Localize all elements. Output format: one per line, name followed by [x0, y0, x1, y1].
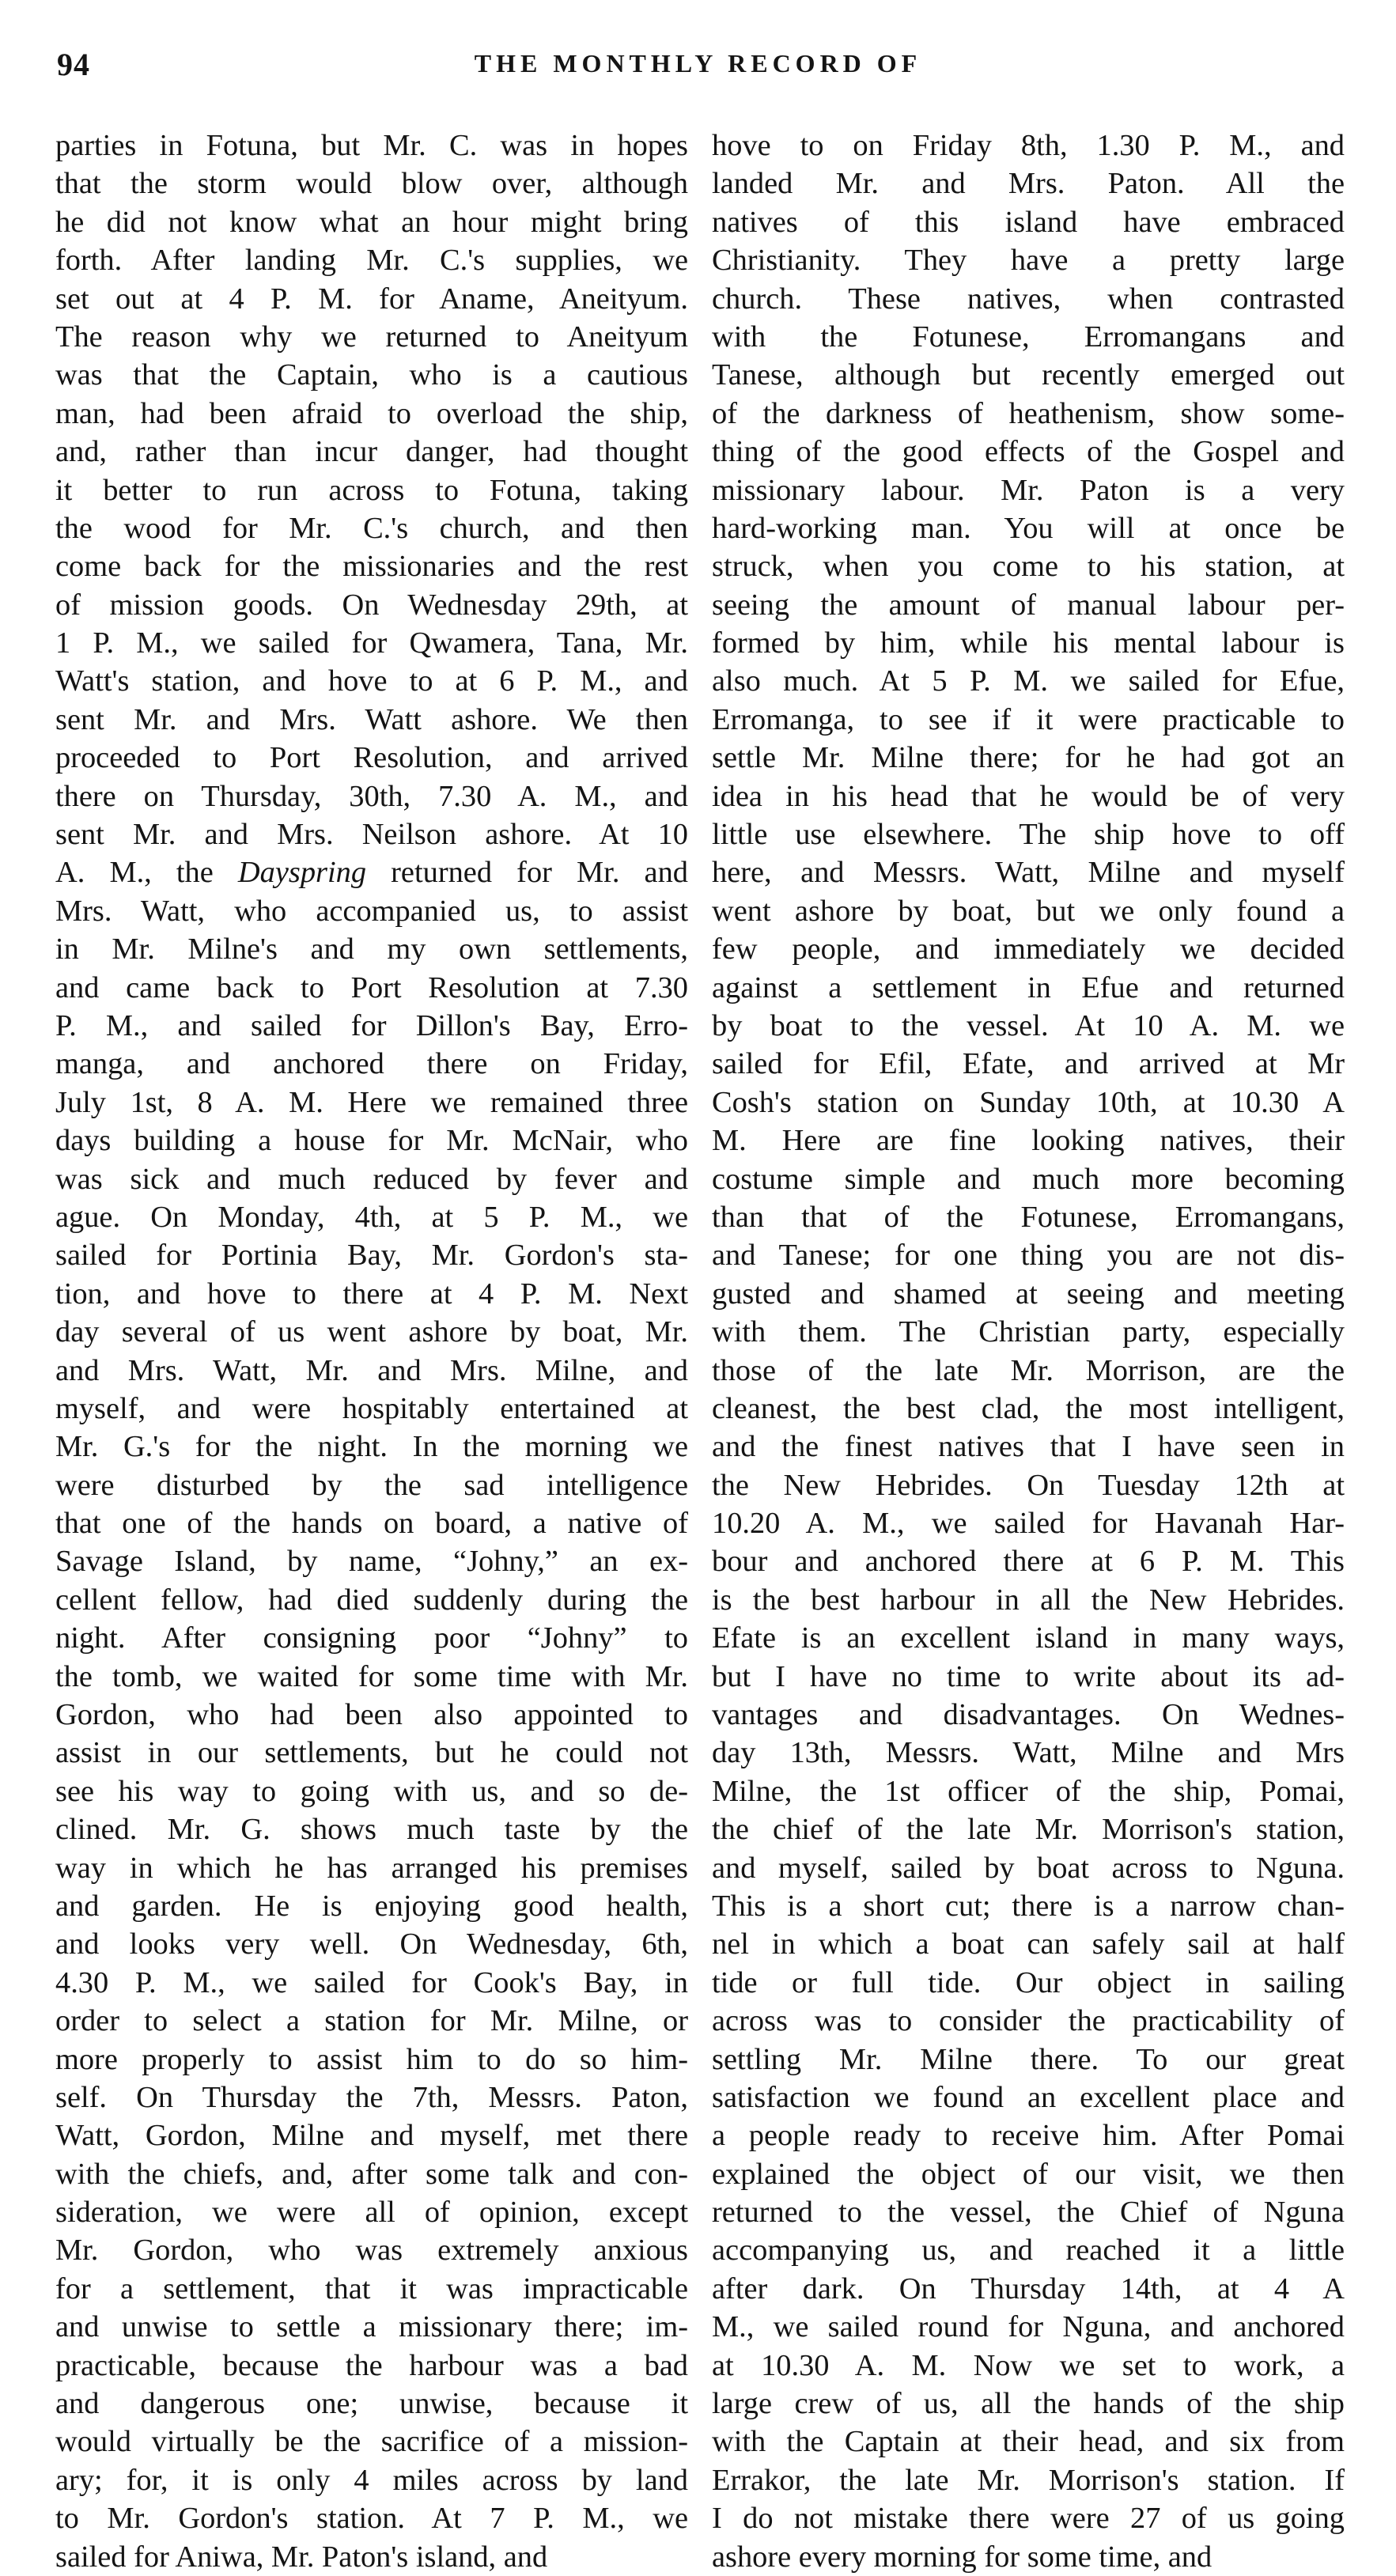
- text-line: and dangerous one; unwise, because it: [55, 2387, 688, 2421]
- text-line: proceeded to Port Resolution, and arrived: [55, 741, 688, 775]
- text-line: hove to on Friday 8th, 1.30 P. M., and: [712, 129, 1345, 162]
- text-line: tion, and hove to there at 4 P. M. Next: [55, 1277, 688, 1311]
- text-line: struck, when you come to his station, at: [712, 550, 1345, 584]
- text-line: M., we sailed round for Nguna, and anchored: [712, 2310, 1345, 2344]
- text-line: and unwise to settle a missionary there; im-: [55, 2310, 688, 2344]
- text-line: after dark. On Thursday 14th, at 4 A: [712, 2271, 1345, 2306]
- text-line: sent Mr. and Mrs. Neilson ashore. At 10: [55, 818, 688, 852]
- text-line: Savage Island, by name, “Johny,” an ex-: [55, 1545, 688, 1579]
- text-line: also much. At 5 P. M. we sailed for Efue,: [712, 664, 1345, 698]
- text-line: returned to the vessel, the Chief of Nguna: [712, 2196, 1345, 2230]
- text-line: settling Mr. Milne there. To our great: [712, 2042, 1345, 2076]
- text-line: few people, and immediately we decided: [712, 932, 1345, 966]
- text-line: there on Thursday, 30th, 7.30 A. M., and: [55, 779, 688, 813]
- text-line: manga, and anchored there on Friday,: [55, 1047, 688, 1081]
- text-line: were disturbed by the sad intelligence: [55, 1468, 688, 1502]
- text-line: tide or full tide. Our object in sailing: [712, 1965, 1345, 1999]
- text-line: Mr. Gordon, who was extremely anxious: [55, 2234, 688, 2268]
- text-line: sideration, we were all of opinion, except: [55, 2196, 688, 2230]
- text-line: order to select a station for Mr. Milne, or: [55, 2004, 688, 2038]
- text-line: A. M., the Dayspring returned for Mr. and: [55, 856, 688, 890]
- text-line: ague. On Monday, 4th, at 5 P. M., we: [55, 1200, 688, 1234]
- text-line: Watt, Gordon, Milne and myself, met there: [55, 2119, 688, 2153]
- text-line: here, and Messrs. Watt, Milne and myself: [712, 856, 1345, 890]
- text-line: and myself, sailed by boat across to Nguna.: [712, 1851, 1345, 1885]
- text-line: day several of us went ashore by boat, Mr.: [55, 1315, 688, 1349]
- text-line: way in which he has arranged his premises: [55, 1851, 688, 1885]
- text-line: formed by him, while his mental labour is: [712, 626, 1345, 660]
- text-line: Mr. G.'s for the night. In the morning we: [55, 1430, 688, 1464]
- text-line: settle Mr. Milne there; for he had got an: [712, 741, 1345, 775]
- text-line: accompanying us, and reached it a little: [712, 2234, 1345, 2268]
- text-line: The reason why we returned to Aneityum: [55, 320, 688, 354]
- text-line: Erromanga, to see if it were practicable to: [712, 702, 1345, 736]
- text-line: 10.20 A. M., we sailed for Havanah Har-: [712, 1507, 1345, 1541]
- text-line: bour and anchored there at 6 P. M. This: [712, 1545, 1345, 1579]
- text-line: and garden. He is enjoying good health,: [55, 1889, 688, 1923]
- text-line: Cosh's station on Sunday 10th, at 10.30 A: [712, 1085, 1345, 1119]
- text-line: Efate is an excellent island in many ways,: [712, 1621, 1345, 1655]
- text-line: parties in Fotuna, but Mr. C. was in hopes: [55, 129, 688, 162]
- text-line: Mrs. Watt, who accompanied us, to assist: [55, 894, 688, 928]
- text-line: was that the Captain, who is a cautious: [55, 358, 688, 392]
- text-line: self. On Thursday the 7th, Messrs. Paton,: [55, 2080, 688, 2114]
- text-line: with the Fotunese, Erromangans and: [712, 320, 1345, 354]
- text-line: and the finest natives that I have seen in: [712, 1430, 1345, 1464]
- text-line: would virtually be the sacrifice of a mission-: [55, 2425, 688, 2459]
- text-line: the chief of the late Mr. Morrison's station,: [712, 1813, 1345, 1847]
- text-line: large crew of us, all the hands of the ship: [712, 2387, 1345, 2421]
- text-line: that one of the hands on board, a native of: [55, 1507, 688, 1541]
- text-line: Milne, the 1st officer of the ship, Pomai,: [712, 1774, 1345, 1808]
- text-line: and looks very well. On Wednesday, 6th,: [55, 1927, 688, 1961]
- text-line: explained the object of our visit, we then: [712, 2157, 1345, 2191]
- text-line: and, rather than incur danger, had thought: [55, 435, 688, 469]
- text-line: thing of the good effects of the Gospel and: [712, 435, 1345, 469]
- text-line: M. Here are fine looking natives, their: [712, 1124, 1345, 1158]
- text-line: was sick and much reduced by fever and: [55, 1162, 688, 1196]
- text-line: satisfaction we found an excellent place and: [712, 2080, 1345, 2114]
- text-line: for a settlement, that it was impracticable: [55, 2271, 688, 2306]
- text-line: man, had been afraid to overload the ship,: [55, 396, 688, 430]
- text-line: Christianity. They have a pretty large: [712, 244, 1345, 278]
- text-line: Tanese, although but recently emerged out: [712, 358, 1345, 392]
- text-line: sailed for Portinia Bay, Mr. Gordon's sta-: [55, 1239, 688, 1273]
- text-line: and Mrs. Watt, Mr. and Mrs. Milne, and: [55, 1353, 688, 1387]
- text-line: in Mr. Milne's and my own settlements,: [55, 932, 688, 966]
- text-line: the New Hebrides. On Tuesday 12th at: [712, 1468, 1345, 1502]
- text-line: practicable, because the harbour was a bad: [55, 2348, 688, 2382]
- text-line: July 1st, 8 A. M. Here we remained three: [55, 1085, 688, 1119]
- text-line: and came back to Port Resolution at 7.30: [55, 970, 688, 1004]
- text-line: by boat to the vessel. At 10 A. M. we: [712, 1008, 1345, 1042]
- text-line: is the best harbour in all the New Hebrides.: [712, 1583, 1345, 1617]
- text-line: see his way to going with us, and so de-: [55, 1774, 688, 1808]
- text-line: come back for the missionaries and the rest: [55, 550, 688, 584]
- text-line: of mission goods. On Wednesday 29th, at: [55, 588, 688, 622]
- text-line: those of the late Mr. Morrison, are the: [712, 1353, 1345, 1387]
- text-line: night. After consigning poor “Johny” to: [55, 1621, 688, 1655]
- text-line: with the chiefs, and, after some talk and con-: [55, 2157, 688, 2191]
- text-line: Watt's station, and hove to at 6 P. M., and: [55, 664, 688, 698]
- text-line: sent Mr. and Mrs. Watt ashore. We then: [55, 702, 688, 736]
- text-line: days building a house for Mr. McNair, who: [55, 1124, 688, 1158]
- text-line: sailed for Efil, Efate, and arrived at Mr: [712, 1047, 1345, 1081]
- text-line: 4.30 P. M., we sailed for Cook's Bay, in: [55, 1965, 688, 1999]
- text-line: assist in our settlements, but he could not: [55, 1736, 688, 1770]
- text-column-left: [55, 127, 688, 2574]
- text-line: it better to run across to Fotuna, taking: [55, 473, 688, 507]
- text-line: forth. After landing Mr. C.'s supplies, we: [55, 244, 688, 278]
- text-line: myself, and were hospitably entertained at: [55, 1391, 688, 1425]
- text-line: the wood for Mr. C.'s church, and then: [55, 511, 688, 545]
- text-line: with them. The Christian party, especially: [712, 1315, 1345, 1349]
- text-line: went ashore by boat, but we only found a: [712, 894, 1345, 928]
- page-number: 94: [57, 47, 90, 82]
- text-line: gusted and shamed at seeing and meeting: [712, 1277, 1345, 1311]
- text-line: natives of this island have embraced: [712, 205, 1345, 239]
- text-line: he did not know what an hour might bring: [55, 205, 688, 239]
- text-line: cleanest, the best clad, the most intelligent,: [712, 1391, 1345, 1425]
- text-line: seeing the amount of manual labour per-: [712, 588, 1345, 622]
- text-column-right: [712, 127, 1345, 2574]
- text-line: that the storm would blow over, although: [55, 167, 688, 201]
- text-line: church. These natives, when contrasted: [712, 282, 1345, 316]
- text-line: set out at 4 P. M. for Aname, Aneityum.: [55, 282, 688, 316]
- text-line: against a settlement in Efue and returned: [712, 970, 1345, 1004]
- text-line: idea in his head that he would be of very: [712, 779, 1345, 813]
- running-head: THE MONTHLY RECORD OF: [474, 49, 922, 78]
- page-header: [57, 46, 1339, 101]
- text-line: a people ready to receive him. After Pomai: [712, 2119, 1345, 2153]
- text-line: This is a short cut; there is a narrow chan-: [712, 1889, 1345, 1923]
- text-line: sailed for Aniwa, Mr. Paton's island, and: [55, 2540, 548, 2574]
- text-line: but I have no time to write about its ad-: [712, 1659, 1345, 1693]
- text-line: Gordon, who had been also appointed to: [55, 1698, 688, 1732]
- text-line: Errakor, the late Mr. Morrison's station. If: [712, 2463, 1345, 2497]
- text-line: nel in which a boat can safely sail at half: [712, 1927, 1345, 1961]
- text-line: more properly to assist him to do so him-: [55, 2042, 688, 2076]
- text-line: than that of the Fotunese, Erromangans,: [712, 1200, 1345, 1234]
- text-line: 1 P. M., we sailed for Qwamera, Tana, Mr.: [55, 626, 688, 660]
- text-line: vantages and disadvantages. On Wednes-: [712, 1698, 1345, 1732]
- text-line: missionary labour. Mr. Paton is a very: [712, 473, 1345, 507]
- text-line: landed Mr. and Mrs. Paton. All the: [712, 167, 1345, 201]
- text-line: of the darkness of heathenism, show some-: [712, 396, 1345, 430]
- text-line: little use elsewhere. The ship hove to off: [712, 818, 1345, 852]
- text-line: with the Captain at their head, and six from: [712, 2425, 1345, 2459]
- text-line: ashore every morning for some time, and: [712, 2540, 1213, 2574]
- text-line: I do not mistake there were 27 of us going: [712, 2502, 1345, 2536]
- text-line: clined. Mr. G. shows much taste by the: [55, 1813, 688, 1847]
- text-line: hard-working man. You will at once be: [712, 511, 1345, 545]
- text-line: costume simple and much more becoming: [712, 1162, 1345, 1196]
- text-line: P. M., and sailed for Dillon's Bay, Erro-: [55, 1008, 688, 1042]
- text-line: ary; for, it is only 4 miles across by land: [55, 2463, 688, 2497]
- text-line: the tomb, we waited for some time with Mr.: [55, 1659, 688, 1693]
- text-line: across was to consider the practicability of: [712, 2004, 1345, 2038]
- text-line: cellent fellow, had died suddenly during the: [55, 1583, 688, 1617]
- text-line: at 10.30 A. M. Now we set to work, a: [712, 2348, 1345, 2382]
- text-line: and Tanese; for one thing you are not dis-: [712, 1239, 1345, 1273]
- text-line: to Mr. Gordon's station. At 7 P. M., we: [55, 2502, 688, 2536]
- text-line: day 13th, Messrs. Watt, Milne and Mrs: [712, 1736, 1345, 1770]
